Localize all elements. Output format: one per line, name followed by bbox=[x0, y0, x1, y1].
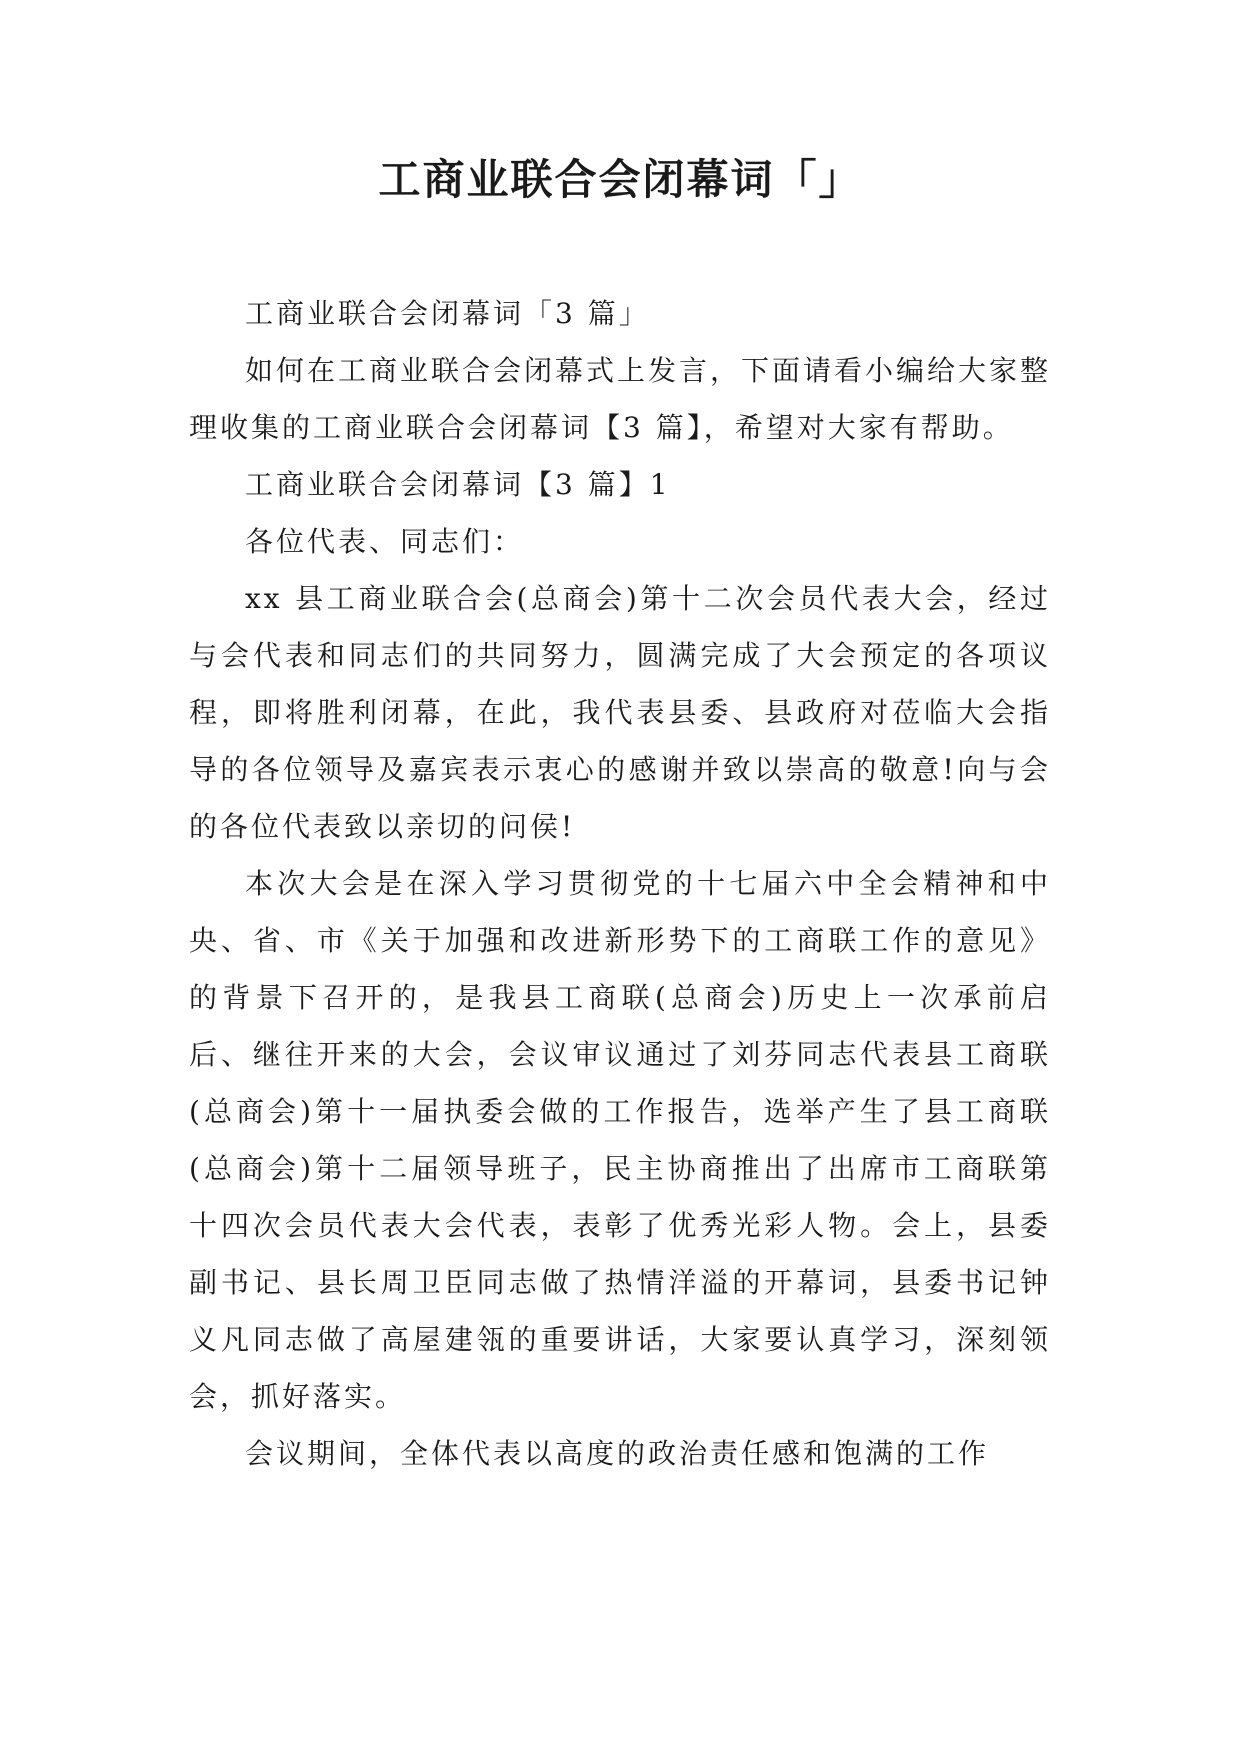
paragraph-body: 本次大会是在深入学习贯彻党的十七届六中全会精神和中央、省、市《关于加强和改进新形势下的工商联工作的意见》的背景下召开的，是我县工商联(总商会)历史上一次承前启后、继往开来的大会，会议审议通过了刘芬同志代表县工商联(总商会)第十一届执委会做的工作报告，选举产生了县工商联(总商会)第十二届领导班子，民主协商推出了出席市工商联第十四次会员代表大会代表，表彰了优秀光彩人物。会上，县委副书记、县长周卫臣同志做了热情洋溢的开幕词，县委书记钟义凡同志做了高屋建瓴的重要讲话，大家要认真学习，深刻领会，抓好落实。 bbox=[189, 867, 1051, 1413]
paragraph-subtitle: 工商业联合会闭幕词「3 篇」 bbox=[245, 297, 650, 330]
document-body bbox=[189, 285, 1051, 1482]
paragraph-body: xx 县工商业联合会(总商会)第十二次会员代表大会，经过与会代表和同志们的共同努力，圆满完成了大会预定的各项议程，即将胜利闭幕，在此，我代表县委、县政府对莅临大会指导的各位领导及嘉宾表示衷心的感谢并致以崇高的敬意!向与会的各位代表致以亲切的问侯! bbox=[189, 582, 1051, 843]
paragraph-intro: 如何在工商业联合会闭幕式上发言，下面请看小编给大家整理收集的工商业联合会闭幕词【3 篇】，希望对大家有帮助。 bbox=[189, 354, 1052, 444]
paragraph-section-heading: 工商业联合会闭幕词【3 篇】1 bbox=[245, 468, 671, 501]
paragraph-salutation: 各位代表、同志们： bbox=[245, 525, 525, 558]
document-title: 工商业联合会闭幕词「」 bbox=[378, 155, 863, 204]
paragraph-body: 会议期间，全体代表以高度的政治责任感和饱满的工作 bbox=[245, 1437, 990, 1470]
